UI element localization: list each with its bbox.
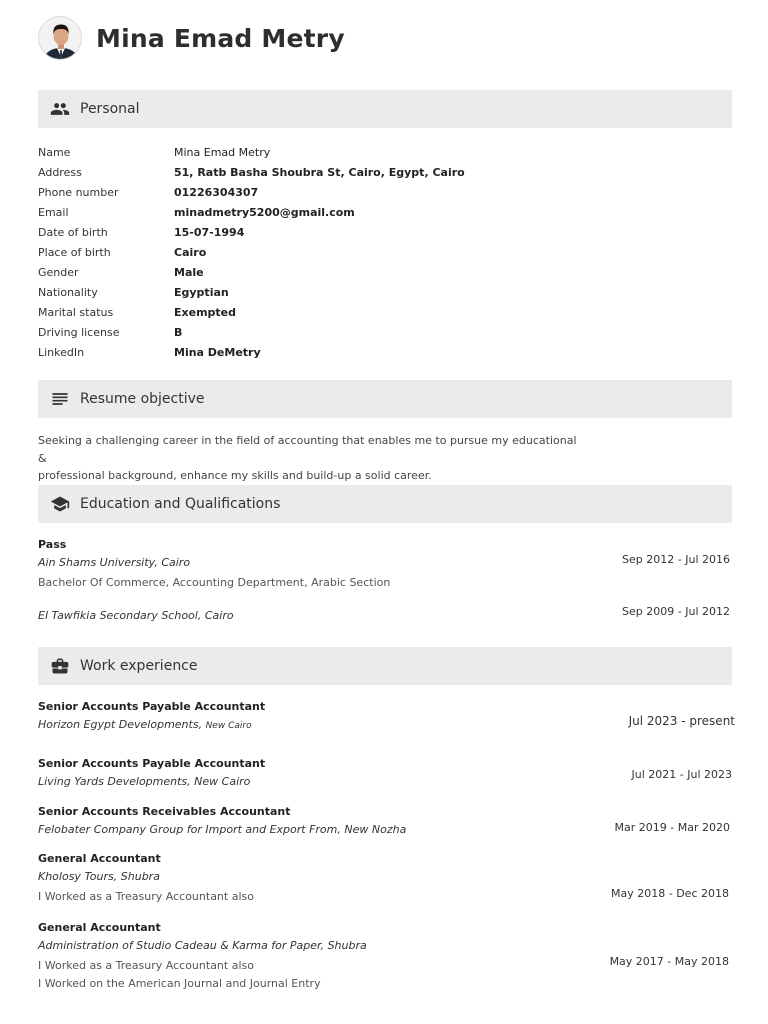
objective-line: Seeking a challenging career in the field of accounting that enables me to pursue my educational & [38,434,577,465]
entry-organization: El Tawfikia Secondary School, Cairo [38,609,234,622]
section-header-personal [38,90,732,128]
entry-organization: Living Yards Developments, New Cairo [38,775,251,788]
detail-label: LinkedIn [38,346,85,360]
section-title: Personal [80,101,140,117]
detail-value: 01226304307 [174,185,259,199]
detail-row-marital-status [38,303,465,323]
detail-value: Male [174,266,204,280]
section-title: Resume objective [80,391,205,407]
detail-value: Mina Emad Metry [174,145,271,159]
entry-organization: Administration of Studio Cadeau & Karma for Paper, Shubra [38,939,367,952]
detail-label: Phone number [38,185,119,199]
entry-title: Pass [38,538,67,551]
entry-title: Senior Accounts Payable Accountant [38,757,266,770]
graduation-cap-icon [49,493,71,515]
entry-title: Senior Accounts Payable Accountant [38,700,266,713]
entry-organization: Horizon Egypt Developments, New Cairo [38,718,252,731]
text-lines-icon [49,388,71,410]
profile-photo-icon [39,17,82,60]
entry-description: I Worked on the American Journal and Journal Entry [38,977,321,990]
detail-value: 51, Ratb Basha Shoubra St, Cairo, Egypt, Cairo [174,165,465,179]
entry-organization: Ain Shams University, Cairo [38,556,191,569]
entry-description: I Worked as a Treasury Accountant also [38,959,254,972]
entry-organization: Felobater Company Group for Import and Export From, New Nozha [38,823,407,836]
entry-date: Sep 2012 - Jul 2016 [622,553,730,566]
work-entry [38,850,738,906]
detail-label: Nationality [38,286,98,300]
section-header-work [38,647,732,685]
objective-line: professional background, enhance my skills and build-up a solid career. [38,469,432,482]
resume-header [38,16,345,60]
page-title: Mina Emad Metry [96,23,345,53]
detail-label: Gender [38,266,79,280]
education-entry [38,607,738,625]
detail-row-phone [38,182,465,202]
education-entry [38,536,738,592]
detail-label: Date of birth [38,225,108,239]
section-header-objective [38,380,732,418]
work-entry [38,919,738,993]
detail-value: 15-07-1994 [174,225,245,239]
entry-date: May 2018 - Dec 2018 [611,887,729,900]
entry-date: Mar 2019 - Mar 2020 [614,821,730,834]
objective-text [38,432,578,485]
section-header-education [38,485,732,523]
entry-title: General Accountant [38,852,161,865]
entry-date: Jul 2023 - present [628,714,735,728]
detail-row-driving-license [38,323,465,343]
entry-date: Jul 2021 - Jul 2023 [631,768,732,781]
entry-title: General Accountant [38,921,161,934]
detail-label: Place of birth [38,246,111,260]
detail-value: minadmetry5200@gmail.com [174,205,355,219]
detail-value: Cairo [174,246,207,260]
entry-title: Senior Accounts Receivables Accountant [38,805,291,818]
section-title: Work experience [80,658,198,674]
entry-description: I Worked as a Treasury Accountant also [38,890,254,903]
detail-row-place-of-birth [38,242,465,262]
detail-label: Driving license [38,326,120,340]
entry-organization: Kholosy Tours, Shubra [38,870,160,883]
avatar [38,16,82,60]
detail-label: Marital status [38,306,114,320]
detail-row-email [38,202,465,222]
detail-row-gender [38,263,465,283]
detail-value: Egyptian [174,286,229,300]
entry-date: Sep 2009 - Jul 2012 [622,605,730,618]
entry-date: May 2017 - May 2018 [609,955,729,968]
personal-details [38,142,465,363]
linkedin-link[interactable]: Mina DeMetry [174,346,261,360]
work-entry [38,755,738,791]
entry-description: Bachelor Of Commerce, Accounting Department, Arabic Section [38,576,391,589]
detail-row-linkedin [38,343,465,363]
detail-value: B [174,326,183,340]
detail-value: Exempted [174,306,236,320]
detail-row-name [38,142,465,162]
work-entry [38,698,738,735]
detail-label: Name [38,145,71,159]
detail-label: Email [38,205,69,219]
detail-row-date-of-birth [38,222,465,242]
detail-row-address [38,162,465,182]
people-icon [49,98,71,120]
section-title: Education and Qualifications [80,496,281,512]
detail-label: Address [38,165,82,179]
detail-row-nationality [38,283,465,303]
briefcase-icon [49,655,71,677]
work-entry [38,803,738,839]
